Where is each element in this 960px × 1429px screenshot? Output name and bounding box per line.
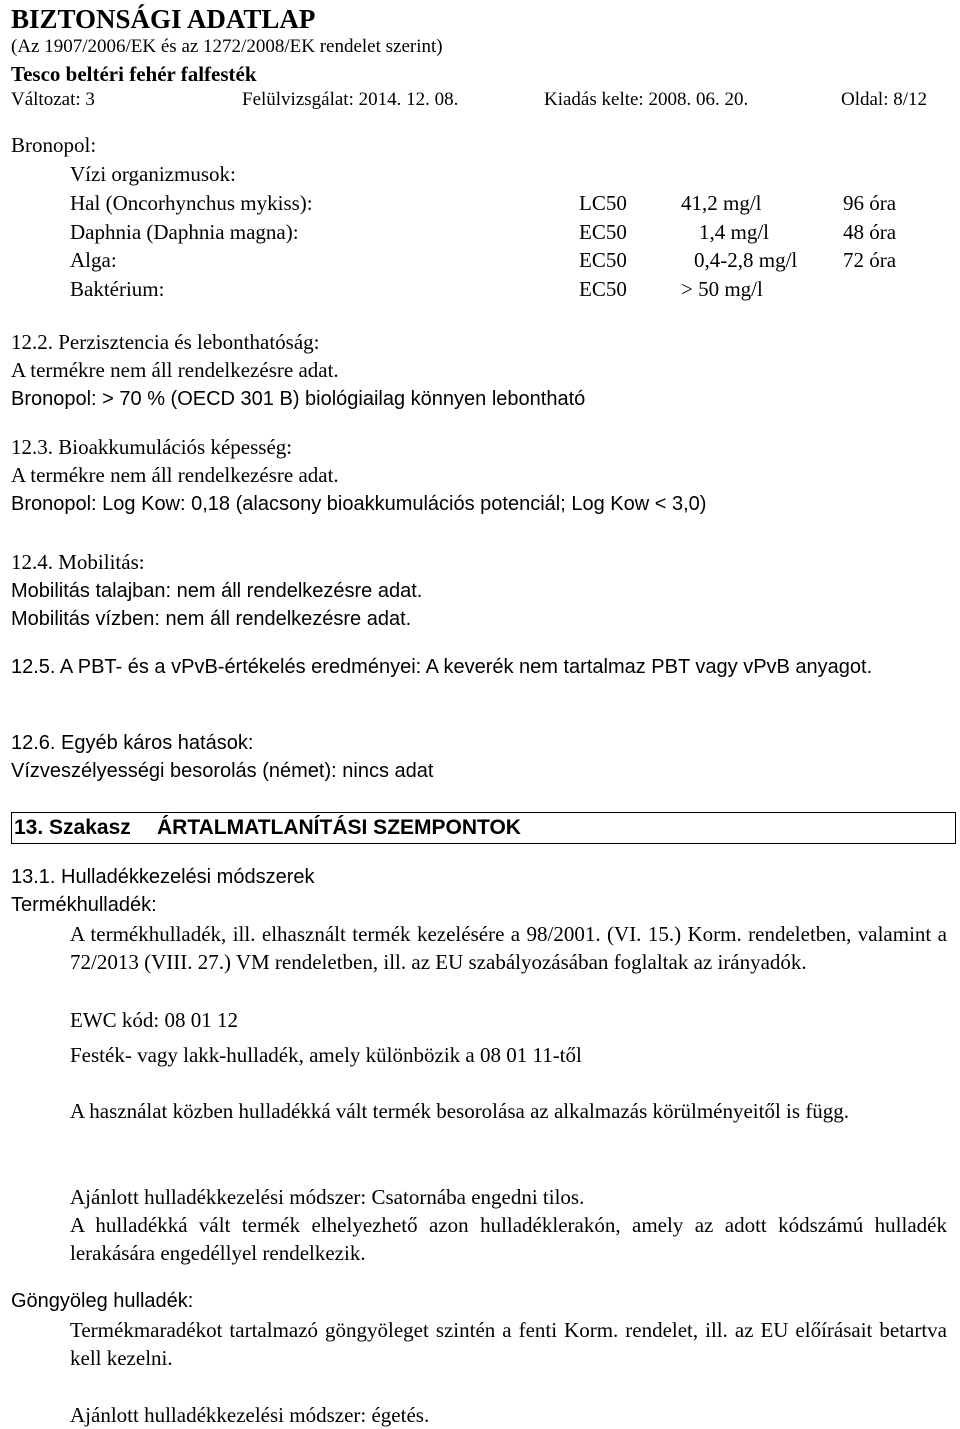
section-12-5-text: 12.5. A PBT- és a vPvB-értékelés eredményei: A keverék nem tartalmaz PBT vagy vPvB anyagot. xyxy=(11,656,873,678)
section-number: 13. Szakasz xyxy=(14,816,131,839)
section-12-4-line: Mobilitás talajban: nem áll rendelkezésre adat. xyxy=(11,580,423,602)
section-12-3-heading: 12.3. Bioakkumulációs képesség: xyxy=(11,435,293,459)
section-12-4-heading: 12.4. Mobilitás: xyxy=(11,550,145,574)
toxicity-value: 41,2 mg/l xyxy=(681,191,762,215)
landfill-paragraph: A hulladékká vált termék elhelyezhető azon hulladéklerakón, amely az adott kódszámú hulladék lerakására engedéllyel rendelkezik. xyxy=(70,1213,947,1265)
organism-name: Hal (Oncorhynchus mykiss): xyxy=(70,191,313,215)
toxicity-value: 1,4 mg/l xyxy=(699,220,770,244)
section-12-3-line: A termékre nem áll rendelkezésre adat. xyxy=(11,463,339,487)
organism-name: Baktérium: xyxy=(70,277,165,301)
recommended-method-2: Ajánlott hulladékkezelési módszer: égetés. xyxy=(70,1403,430,1427)
toxicity-type: EC50 xyxy=(579,248,627,272)
aquatic-organisms-label: Vízi organizmusok: xyxy=(70,162,236,186)
section-13-header-box xyxy=(11,812,956,844)
ewc-code: EWC kód: 08 01 12 xyxy=(70,1008,238,1032)
waste-classification-paragraph: A használat közben hulladékká vált termék besorolása az alkalmazás körülményeitől is függ. xyxy=(70,1099,850,1123)
toxicity-type: LC50 xyxy=(579,191,627,215)
regulation-reference: (Az 1907/2006/EK és az 1272/2008/EK rendelet szerint) xyxy=(11,36,443,57)
section-12-4-line: Mobilitás vízben: nem áll rendelkezésre adat. xyxy=(11,608,412,630)
product-waste-paragraph: A termékhulladék, ill. elhasznált termék kezelésére a 98/2001. (VI. 15.) Korm. rendeletben, valamint a 72/2013 (VIII. 27.) VM rendeletben, ill. az EU szabályozásában foglaltak az irányadók. xyxy=(70,922,947,974)
section-12-2-line: A termékre nem áll rendelkezésre adat. xyxy=(11,358,339,382)
section-12-3-line: Bronopol: Log Kow: 0,18 (alacsony bioakkumulációs potenciál; Log Kow < 3,0) xyxy=(11,493,707,515)
product-waste-label: Termékhulladék: xyxy=(11,894,157,916)
organism-name: Alga: xyxy=(70,248,117,272)
document-title: BIZTONSÁGI ADATLAP xyxy=(11,4,316,34)
toxicity-row xyxy=(70,246,950,274)
toxicity-row xyxy=(70,275,950,303)
section-12-6-heading: 12.6. Egyéb káros hatások: xyxy=(11,732,254,754)
exposure-time: 96 óra xyxy=(843,191,897,215)
product-name: Tesco beltéri fehér falfesték xyxy=(11,62,257,86)
section-12-2-heading: 12.2. Perzisztencia és lebonthatóság: xyxy=(11,330,320,354)
packaging-waste-label: Göngyöleg hulladék: xyxy=(11,1290,194,1312)
section-12-6-line: Vízveszélyességi besorolás (német): nincs adat xyxy=(11,760,434,782)
section-13-1-heading: 13.1. Hulladékkezelési módszerek xyxy=(11,866,315,888)
revision-date: Felülvizsgálat: 2014. 12. 08. xyxy=(242,89,459,110)
bronopol-heading: Bronopol: xyxy=(11,133,97,157)
paint-waste-description: Festék- vagy lakk-hulladék, amely különbözik a 08 01 11-től xyxy=(70,1043,582,1067)
version-label: Változat: 3 xyxy=(11,89,95,110)
toxicity-type: EC50 xyxy=(579,277,627,301)
toxicity-row xyxy=(70,218,950,246)
organism-name: Daphnia (Daphnia magna): xyxy=(70,220,299,244)
issue-date: Kiadás kelte: 2008. 06. 20. xyxy=(544,89,749,110)
toxicity-type: EC50 xyxy=(579,220,627,244)
section-12-2-line: Bronopol: > 70 % (OECD 301 B) biológiailag könnyen lebontható xyxy=(11,388,586,410)
exposure-time: 72 óra xyxy=(843,248,897,272)
toxicity-value: > 50 mg/l xyxy=(681,277,763,301)
recommended-method-1: Ajánlott hulladékkezelési módszer: Csatornába engedni tilos. xyxy=(70,1185,585,1209)
page-number: Oldal: 8/12 xyxy=(841,89,928,110)
toxicity-value: 0,4-2,8 mg/l xyxy=(694,248,798,272)
packaging-waste-paragraph: Termékmaradékot tartalmazó göngyöleget szintén a fenti Korm. rendelet, ill. az EU előírásait betartva kell kezelni. xyxy=(70,1318,947,1370)
toxicity-row xyxy=(70,189,950,217)
exposure-time: 48 óra xyxy=(843,220,897,244)
section-title: ÁRTALMATLANÍTÁSI SZEMPONTOK xyxy=(157,816,521,839)
